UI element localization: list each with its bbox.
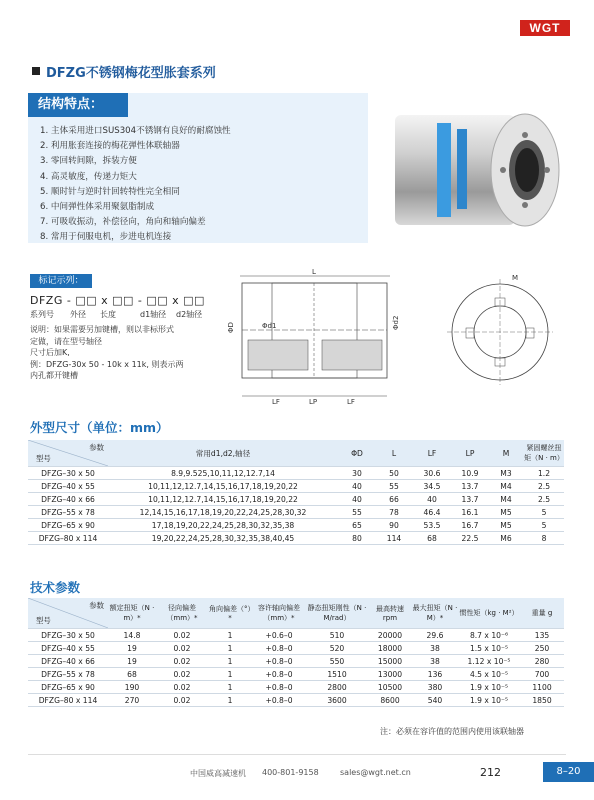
col-header: 容许轴向偏差（mm）* (252, 598, 306, 629)
dim-LF-left: LF (272, 398, 280, 406)
legend-d1: d1轴径 (140, 310, 167, 319)
feature-item: 7. 可吸收振动，补偿径向，角向和轴向偏差 (40, 217, 206, 228)
dimensions-table (28, 440, 564, 545)
table-cell: 12,14,15,16,17,18,19,20,22,24,25,28,30,32 (108, 506, 338, 519)
table-cell: 13000 (368, 668, 412, 681)
table-cell: 2.5 (524, 480, 564, 493)
table-row (28, 642, 564, 655)
table-cell: 16.1 (452, 506, 488, 519)
table-cell: 1.2 (524, 467, 564, 480)
table-cell: 13.7 (452, 493, 488, 506)
table-cell: 1.9 x 10⁻⁵ (458, 681, 520, 694)
product-image (375, 95, 565, 245)
section-number: 8–20 (543, 762, 594, 782)
table-cell: DFZG–80 x 114 (28, 532, 108, 545)
table-cell: 0.02 (156, 694, 208, 707)
technical-table (28, 598, 564, 707)
table-cell: 250 (520, 642, 564, 655)
table-cell: 1510 (306, 668, 368, 681)
dim-D: ΦD (227, 322, 235, 333)
table-cell: DFZG–80 x 114 (28, 694, 108, 707)
table-cell: 1 (208, 655, 252, 668)
table-cell: 68 (412, 532, 452, 545)
table-cell: 8.7 x 10⁻⁶ (458, 629, 520, 642)
table-cell: 65 (338, 519, 376, 532)
technical-title: 技术参数 (30, 580, 81, 595)
table-cell: 1 (208, 694, 252, 707)
table-row (28, 655, 564, 668)
feature-item: 1. 主体采用进口SUS304不锈钢有良好的耐腐蚀性 (40, 126, 231, 136)
table-cell: 0.02 (156, 681, 208, 694)
legend-diameter: 外径 (70, 310, 86, 319)
table-cell: +0.8–0 (252, 655, 306, 668)
table-cell: DFZG–55 x 78 (28, 506, 108, 519)
feature-item: 6. 中间弹性体采用聚氨脂制成 (40, 202, 155, 213)
footer-divider (28, 754, 566, 755)
footer-email[interactable]: sales@wgt.net.cn (340, 768, 411, 777)
table-cell: 10,11,12,12.7,14,15,16,17,18,19,20,22 (108, 493, 338, 506)
col-header: L (376, 440, 412, 467)
table-cell: 38 (412, 655, 458, 668)
table-row (28, 493, 564, 506)
table-cell: DFZG–40 x 55 (28, 642, 108, 655)
table-cell: 1100 (520, 681, 564, 694)
dim-L: L (312, 268, 316, 276)
table-cell: 53.5 (412, 519, 452, 532)
note-line: 说明：如果需要另加键槽，则以非标形式 (30, 325, 174, 334)
table-cell: 22.5 (452, 532, 488, 545)
brand-logo: WGT (520, 20, 570, 36)
table-cell: 0.02 (156, 668, 208, 681)
table-cell: 1.5 x 10⁻⁵ (458, 642, 520, 655)
table-cell: 10.9 (452, 467, 488, 480)
table-cell: DFZG–40 x 66 (28, 493, 108, 506)
table-row (28, 681, 564, 694)
legend-d2: d2轴径 (176, 310, 203, 319)
footnote: 注：必须在容许值的范围内使用该联轴器 (380, 727, 524, 736)
table-cell: +0.6–0 (252, 629, 306, 642)
table-row (28, 506, 564, 519)
table-cell: DFZG–65 x 90 (28, 519, 108, 532)
table-cell: 1 (208, 629, 252, 642)
table-cell: 0.02 (156, 655, 208, 668)
table-cell: 19,20,22,24,25,28,30,32,35,38,40,45 (108, 532, 338, 545)
table-row (28, 519, 564, 532)
table-cell: 13.7 (452, 480, 488, 493)
table-cell: 17,18,19,20,22,24,25,28,30,32,35,38 (108, 519, 338, 532)
table-cell: M5 (488, 519, 524, 532)
feature-item: 3. 零回转间隙，拆装方便 (40, 156, 137, 167)
table-cell: 16.7 (452, 519, 488, 532)
dim-d2: Φd2 (392, 315, 400, 330)
dim-M: M (512, 274, 519, 282)
table-cell: DFZG–55 x 78 (28, 668, 108, 681)
table-row (28, 532, 564, 545)
table-cell: 30.6 (412, 467, 452, 480)
table-cell: 38 (412, 642, 458, 655)
table-cell: 520 (306, 642, 368, 655)
table-cell: 1.12 x 10⁻⁵ (458, 655, 520, 668)
col-header: 惯性矩（kg · M²） (458, 598, 520, 629)
table-cell: 40 (338, 480, 376, 493)
table-cell: 4.5 x 10⁻⁵ (458, 668, 520, 681)
table-cell: 8 (524, 532, 564, 545)
table-cell: 68 (108, 668, 156, 681)
table-cell: 270 (108, 694, 156, 707)
note-line: 例：DFZG-30x 50 - 10k x 11k, 则表示两 (30, 359, 184, 369)
table-cell: 8600 (368, 694, 412, 707)
col-header: 重量 g (520, 598, 564, 629)
table-cell: 540 (412, 694, 458, 707)
table-cell: +0.8–0 (252, 681, 306, 694)
table-cell: 55 (376, 480, 412, 493)
col-header: 角向偏差（°）* (208, 598, 252, 629)
table-cell: 2800 (306, 681, 368, 694)
table-cell: 66 (376, 493, 412, 506)
table-cell: 10,11,12,12.7,14,15,16,17,18,19,20,22 (108, 480, 338, 493)
table-cell: +0.8–0 (252, 642, 306, 655)
table-cell: 10500 (368, 681, 412, 694)
col-header: M (488, 440, 524, 467)
table-cell: M5 (488, 506, 524, 519)
table-cell: 1850 (520, 694, 564, 707)
feature-item: 4. 高灵敏度，传递力矩大 (40, 171, 137, 182)
col-header: LF (412, 440, 452, 467)
table-cell: 8.9,9.525,10,11,12,12.7,14 (108, 467, 338, 480)
table-cell: 280 (520, 655, 564, 668)
title-bullet (32, 67, 40, 75)
table-cell: 18000 (368, 642, 412, 655)
table-cell: 50 (376, 467, 412, 480)
table-cell: 510 (306, 629, 368, 642)
dim-LF-right: LF (347, 398, 355, 406)
table-cell: 114 (376, 532, 412, 545)
table-cell: DFZG–40 x 66 (28, 655, 108, 668)
table-cell: 40 (412, 493, 452, 506)
col-header: 紧固螺丝扭矩（N · m） (524, 440, 564, 467)
table-cell: 46.4 (412, 506, 452, 519)
table-cell: 1.9 x 10⁻⁵ (458, 694, 520, 707)
feature-item: 5. 顺时针与逆时针回转特性完全相同 (40, 186, 180, 197)
footer-phone: 400-801-9158 (262, 768, 319, 777)
feature-item: 8. 常用于伺服电机，步进电机连接 (40, 232, 172, 243)
example-note (30, 324, 220, 382)
note-line: 内孔都开键槽 (30, 371, 78, 380)
table-cell: 40 (338, 493, 376, 506)
table-cell: 380 (412, 681, 458, 694)
model-code: DFZG - □□ x □□ - □□ x □□ (30, 294, 205, 307)
table-cell: 1 (208, 681, 252, 694)
col-header: 最大扭矩（N · M）* (412, 598, 458, 629)
example-heading: 标记示列： (30, 274, 92, 288)
table-cell: 20000 (368, 629, 412, 642)
table-cell: 15000 (368, 655, 412, 668)
table-cell: 0.02 (156, 642, 208, 655)
table-cell: 5 (524, 506, 564, 519)
table-cell: 30 (338, 467, 376, 480)
table-row (28, 629, 564, 642)
table-cell: 2.5 (524, 493, 564, 506)
model-code-legend (30, 309, 202, 320)
col-header: 常用d1,d2,轴径 (108, 440, 338, 467)
table-cell: 19 (108, 642, 156, 655)
col-header: 最高转速 rpm (368, 598, 412, 629)
table-cell: 1 (208, 642, 252, 655)
table-cell: 3600 (306, 694, 368, 707)
table-cell: +0.8–0 (252, 668, 306, 681)
table-cell: DFZG–30 x 50 (28, 629, 108, 642)
table-cell: M6 (488, 532, 524, 545)
table-cell: 80 (338, 532, 376, 545)
table-cell: M4 (488, 493, 524, 506)
legend-series: 系列号 (30, 310, 54, 319)
table-cell: DFZG–30 x 50 (28, 467, 108, 480)
table-cell: 34.5 (412, 480, 452, 493)
table-row (28, 694, 564, 707)
table-cell: 1 (208, 668, 252, 681)
col-header: 额定扭矩（N · m）* (108, 598, 156, 629)
table-cell: DFZG–40 x 55 (28, 480, 108, 493)
col-header: ΦD (338, 440, 376, 467)
note-line: 定做，请在型号轴径 (30, 336, 102, 346)
col-header: 径向偏差（mm）* (156, 598, 208, 629)
dim-d1: Φd1 (262, 322, 277, 330)
dim-LP: LP (309, 398, 318, 406)
table-cell: +0.8–0 (252, 694, 306, 707)
features-list (40, 124, 231, 246)
corner-header: 参数 型号 (28, 440, 108, 467)
table-cell: 78 (376, 506, 412, 519)
table-cell: 550 (306, 655, 368, 668)
note-line: 尺寸后加K, (30, 348, 70, 357)
table-cell: 55 (338, 506, 376, 519)
footer-company: 中国威高减速机 (190, 769, 246, 778)
page-number: 212 (480, 766, 501, 779)
table-cell: 19 (108, 655, 156, 668)
table-cell: 14.8 (108, 629, 156, 642)
legend-length: 长度 (100, 310, 116, 319)
table-cell: DFZG–65 x 90 (28, 681, 108, 694)
table-cell: 700 (520, 668, 564, 681)
table-cell: 190 (108, 681, 156, 694)
table-cell: 29.6 (412, 629, 458, 642)
table-cell: 135 (520, 629, 564, 642)
table-cell: M3 (488, 467, 524, 480)
features-heading: 结构特点： (28, 93, 128, 117)
table-row (28, 467, 564, 480)
table-row (28, 480, 564, 493)
page-title: DFZG不锈钢梅花型胀套系列 (46, 66, 216, 81)
feature-item: 2. 利用胀套连接的梅花弹性体联轴器 (40, 141, 180, 152)
table-row (28, 668, 564, 681)
table-cell: 90 (376, 519, 412, 532)
technical-drawing (222, 268, 577, 408)
corner-header: 参数 型号 (28, 598, 108, 629)
table-cell: M4 (488, 480, 524, 493)
table-cell: 136 (412, 668, 458, 681)
col-header: LP (452, 440, 488, 467)
table-cell: 0.02 (156, 629, 208, 642)
table-cell: 5 (524, 519, 564, 532)
dimensions-title: 外型尺寸（单位：mm） (30, 420, 169, 435)
col-header: 静态扭矩刚性（N · M/rad） (306, 598, 368, 629)
